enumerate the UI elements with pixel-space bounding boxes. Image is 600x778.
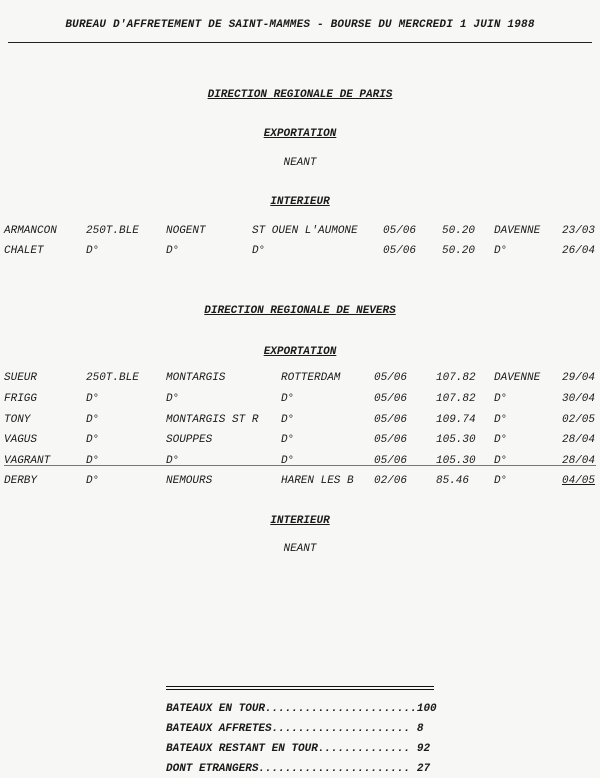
paris-section-title: DIRECTION REGIONALE DE PARIS <box>207 89 393 101</box>
cargo: 250T.BLE <box>86 225 139 237</box>
nevers-interieur-value: NEANT <box>283 543 317 555</box>
paris-export-heading: EXPORTATION <box>263 128 337 140</box>
load-date: 05/06 <box>374 434 408 446</box>
summary-dont-etrangers: DONT ETRANGERS....................... 27 <box>166 763 431 775</box>
charterer: D° <box>494 434 508 446</box>
origin: MONTARGIS <box>166 372 226 384</box>
paris-interieur-heading: INTERIEUR <box>270 196 330 208</box>
origin: NEMOURS <box>166 475 213 487</box>
boat-name: VAGUS <box>4 434 38 446</box>
date: 04/05 <box>562 475 596 487</box>
date: 28/04 <box>562 455 596 467</box>
cargo: D° <box>86 245 100 257</box>
destination: D° <box>252 245 266 257</box>
boat-name: DERBY <box>4 475 38 487</box>
destination: ROTTERDAM <box>281 372 341 384</box>
destination: D° <box>281 393 295 405</box>
price: 50.20 <box>442 225 476 237</box>
summary-bateaux-affretes: BATEAUX AFFRETES..................... 8 <box>166 723 424 735</box>
price: 107.82 <box>436 372 476 384</box>
date: 29/04 <box>562 372 596 384</box>
price: 107.82 <box>436 393 476 405</box>
boat-name: CHALET <box>4 245 44 257</box>
load-date: 05/06 <box>383 245 417 257</box>
cargo: D° <box>86 414 100 426</box>
summary-bateaux-en-tour: BATEAUX EN TOUR.......................100 <box>166 703 437 715</box>
cargo: D° <box>86 393 100 405</box>
summary-bateaux-restant: BATEAUX RESTANT EN TOUR.............. 92 <box>166 743 431 755</box>
header-rule <box>8 42 592 43</box>
price: 105.30 <box>436 434 476 446</box>
price: 50.20 <box>442 245 476 257</box>
cargo: D° <box>86 475 100 487</box>
boat-name: TONY <box>4 414 31 426</box>
boat-name: SUEUR <box>4 372 38 384</box>
price: 85.46 <box>436 475 470 487</box>
date: 23/03 <box>562 225 596 237</box>
date: 30/04 <box>562 393 596 405</box>
origin: D° <box>166 393 180 405</box>
destination: HAREN LES B <box>281 475 354 487</box>
destination: ST OUEN L'AUMONE <box>252 225 358 237</box>
origin: SOUPPES <box>166 434 213 446</box>
charterer: DAVENNE <box>494 225 541 237</box>
origin: D° <box>166 245 180 257</box>
cargo: D° <box>86 434 100 446</box>
nevers-interieur-heading: INTERIEUR <box>270 515 330 527</box>
destination: D° <box>281 414 295 426</box>
load-date: 02/06 <box>374 475 408 487</box>
nevers-export-heading: EXPORTATION <box>263 346 337 358</box>
cargo: D° <box>86 455 100 467</box>
date: 28/04 <box>562 434 596 446</box>
origin: D° <box>166 455 180 467</box>
row-divider <box>4 465 596 466</box>
destination: D° <box>281 434 295 446</box>
charterer: D° <box>494 475 508 487</box>
charterer: D° <box>494 414 508 426</box>
destination: D° <box>281 455 295 467</box>
load-date: 05/06 <box>374 372 408 384</box>
origin: MONTARGIS ST R <box>166 414 259 426</box>
charterer: DAVENNE <box>494 372 541 384</box>
date: 02/05 <box>562 414 596 426</box>
price: 105.30 <box>436 455 476 467</box>
load-date: 05/06 <box>383 225 417 237</box>
charterer: D° <box>494 455 508 467</box>
load-date: 05/06 <box>374 414 408 426</box>
origin: NOGENT <box>166 225 206 237</box>
boat-name: FRIGG <box>4 393 38 405</box>
summary-rule <box>166 686 434 690</box>
nevers-section-title: DIRECTION REGIONALE DE NEVERS <box>204 305 396 317</box>
boat-name: ARMANCON <box>4 225 57 237</box>
price: 109.74 <box>436 414 476 426</box>
boat-name: VAGRANT <box>4 455 51 467</box>
load-date: 05/06 <box>374 393 408 405</box>
paris-export-value: NEANT <box>283 157 317 169</box>
cargo: 250T.BLE <box>86 372 139 384</box>
date: 26/04 <box>562 245 596 257</box>
load-date: 05/06 <box>374 455 408 467</box>
charterer: D° <box>494 393 508 405</box>
charterer: D° <box>494 245 508 257</box>
document-title: BUREAU D'AFFRETEMENT DE SAINT-MAMMES - BOURSE DU MERCREDI 1 JUIN 1988 <box>65 19 535 31</box>
